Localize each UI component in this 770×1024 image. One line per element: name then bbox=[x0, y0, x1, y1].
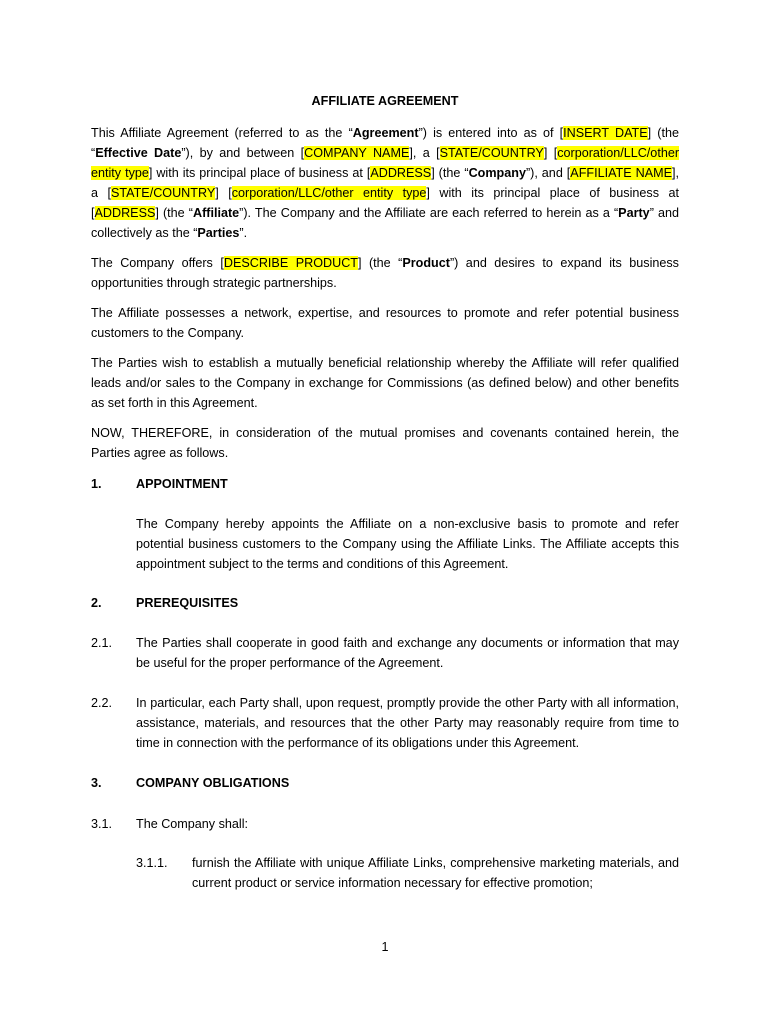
intro-paragraph bbox=[91, 123, 679, 243]
intro-text: ] [ bbox=[543, 146, 558, 160]
intro-text: ”) is entered into as of [ bbox=[418, 126, 564, 140]
intro-text: ”. bbox=[239, 226, 248, 240]
defined-term: Product bbox=[402, 256, 450, 270]
intro-text: ] with its principal place of business at [ bbox=[148, 166, 371, 180]
defined-term: Effective Date bbox=[95, 146, 182, 160]
clause-3-1-number: 3.1. bbox=[91, 817, 113, 831]
intro-text: ”), by and between [ bbox=[181, 146, 305, 160]
recital-affiliate: The Affiliate possesses a network, expertise, and resources to promote and refer potential business customers to the Company. bbox=[91, 306, 679, 340]
placeholder-affiliate-name: AFFILIATE NAME bbox=[570, 166, 672, 180]
placeholder-company-address: ADDRESS bbox=[370, 166, 432, 180]
recital-text: ”) and desires to expand its business opportunities through strategic partnerships. bbox=[91, 256, 679, 290]
placeholder-affiliate-state: STATE/COUNTRY bbox=[110, 186, 216, 200]
intro-text: ” and collectively as the “ bbox=[91, 206, 679, 240]
defined-term: Agreement bbox=[352, 126, 419, 140]
section-1-body: The Company hereby appoints the Affiliate on a non-exclusive basis to promote and refer potential business customers to the Company using the Affiliate Links. The Affiliate accepts this appointment subject to the terms and conditions of this Agreement. bbox=[136, 517, 679, 571]
defined-term: Party bbox=[618, 206, 650, 220]
defined-term: Parties bbox=[197, 226, 240, 240]
intro-text: ], a [ bbox=[409, 146, 440, 160]
placeholder-company-entity-type: corporation/LLC/other entity type bbox=[91, 146, 680, 180]
recital-therefore: NOW, THEREFORE, in consideration of the mutual promises and covenants contained herein, the Parties agree as follows. bbox=[91, 426, 679, 460]
defined-term: Affiliate bbox=[192, 206, 240, 220]
placeholder-affiliate-address: ADDRESS bbox=[94, 206, 156, 220]
clause-3-1-text: The Company shall: bbox=[136, 817, 248, 831]
intro-text: This Affiliate Agreement (referred to as the “ bbox=[91, 126, 353, 140]
section-3-number: 3. bbox=[91, 776, 102, 790]
placeholder-describe-product: DESCRIBE PRODUCT bbox=[223, 256, 358, 270]
clause-3-1-1-number: 3.1.1. bbox=[136, 856, 168, 870]
placeholder-company-name: COMPANY NAME bbox=[304, 146, 410, 160]
clause-2-1-text: The Parties shall cooperate in good faith and exchange any documents or information that may be useful for the proper performance of the Agreement. bbox=[136, 636, 679, 670]
recital-product bbox=[91, 253, 679, 293]
section-2-heading: PREREQUISITES bbox=[136, 596, 239, 610]
intro-text: ], a [ bbox=[91, 166, 679, 200]
section-3-heading: COMPANY OBLIGATIONS bbox=[136, 776, 290, 790]
document-title: AFFILIATE AGREEMENT bbox=[311, 94, 459, 108]
defined-term: Company bbox=[468, 166, 526, 180]
clause-3-1-1-text: furnish the Affiliate with unique Affiliate Links, comprehensive marketing materials, and current product or service information necessary for effective promotion; bbox=[192, 856, 679, 890]
placeholder-affiliate-entity-type: corporation/LLC/other entity type bbox=[231, 186, 427, 200]
intro-text: ] (the “ bbox=[431, 166, 469, 180]
clause-2-2-text: In particular, each Party shall, upon request, promptly provide the other Party with all information, assistance, materials, and resources that the other Party may reasonably require from time to time in connection with the performance of its obligations under this Agreement. bbox=[136, 696, 679, 750]
placeholder-insert-date: INSERT DATE bbox=[563, 126, 648, 140]
recital-text: The Company offers [ bbox=[91, 256, 224, 270]
recital-text: ] (the “ bbox=[357, 256, 403, 270]
intro-text: ] with its principal place of business at [ bbox=[91, 186, 679, 220]
section-1-heading: APPOINTMENT bbox=[136, 477, 228, 491]
section-2-number: 2. bbox=[91, 596, 102, 610]
page-number: 1 bbox=[381, 940, 389, 954]
clause-2-1-number: 2.1. bbox=[91, 636, 113, 650]
placeholder-company-state: STATE/COUNTRY bbox=[439, 146, 544, 160]
recital-parties: The Parties wish to establish a mutually beneficial relationship whereby the Affiliate will refer qualified leads and/or sales to the Company in exchange for Commissions (as defined below) and other benefits as set forth in this Agreement. bbox=[91, 356, 679, 410]
intro-text: ”). The Company and the Affiliate are each referred to herein as a “ bbox=[239, 206, 619, 220]
clause-2-2-number: 2.2. bbox=[91, 696, 113, 710]
section-1-number: 1. bbox=[91, 477, 102, 491]
intro-text: ] (the “ bbox=[91, 126, 679, 160]
intro-text: ”), and [ bbox=[525, 166, 571, 180]
intro-text: ] [ bbox=[215, 186, 232, 200]
intro-text: ] (the “ bbox=[155, 206, 193, 220]
